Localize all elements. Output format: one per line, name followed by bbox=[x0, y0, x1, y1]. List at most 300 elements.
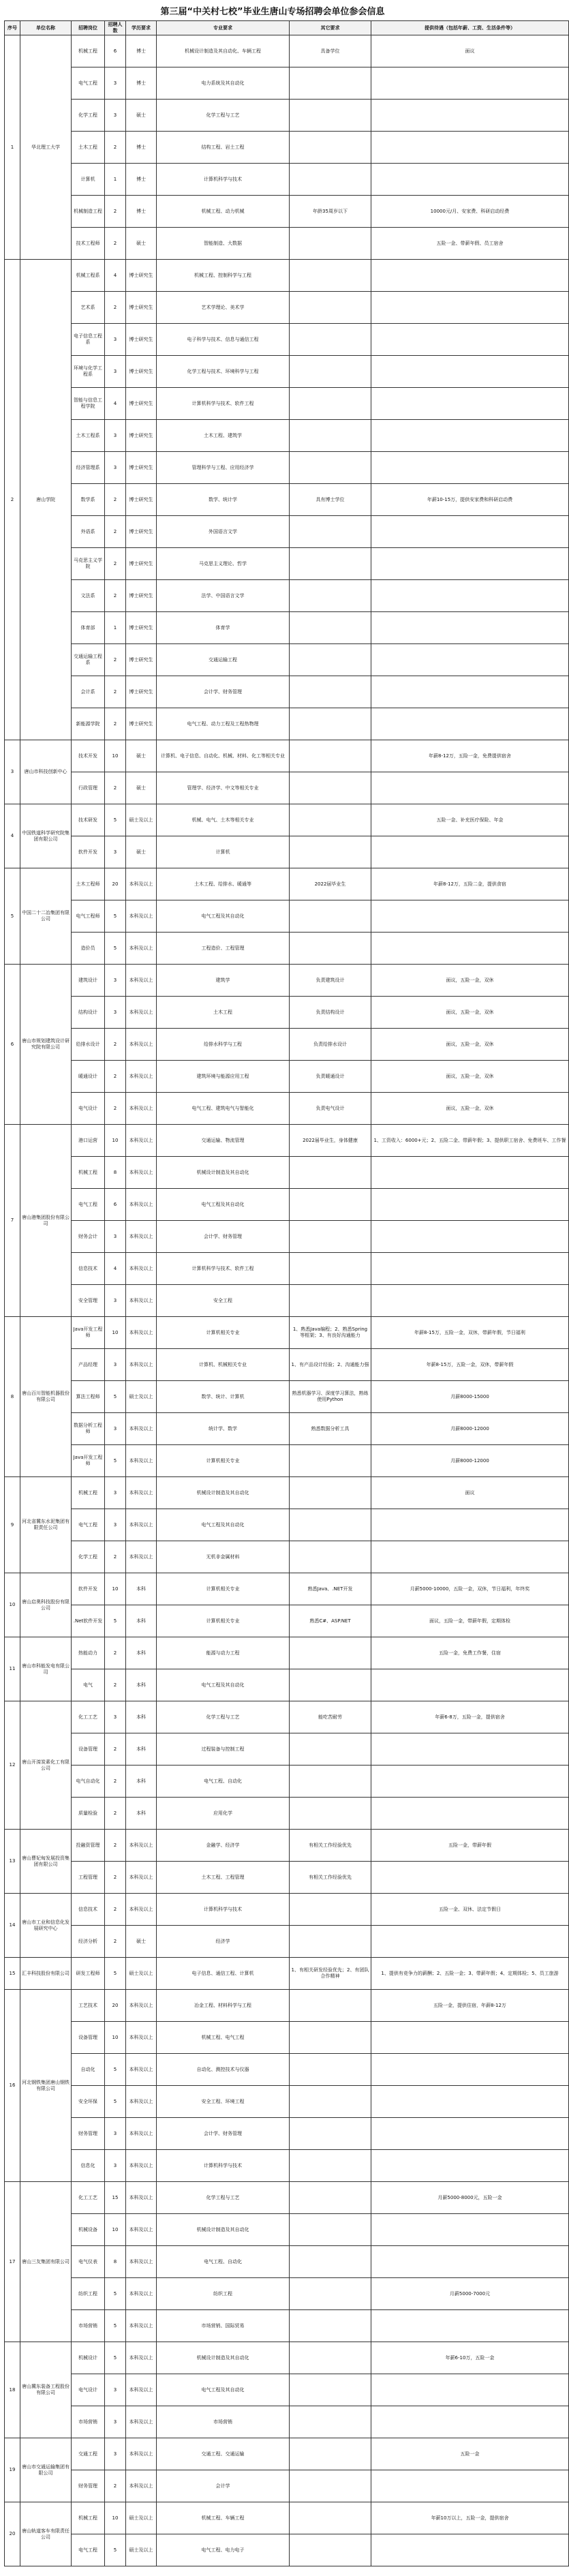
cell-edu: 本科及以上 bbox=[126, 1830, 157, 1862]
cell-major: 计算机相关专业 bbox=[157, 1317, 290, 1349]
cell-edu: 本科及以上 bbox=[126, 868, 157, 900]
table-row bbox=[5, 2278, 569, 2310]
cell-major: 机械设计制造及其自动化 bbox=[157, 1477, 290, 1509]
cell-benefit: 年薪10万以上，五险一金，提供宿舍 bbox=[371, 2502, 569, 2534]
cell-unit: 唐山轨道客车有限责任公司 bbox=[20, 2502, 72, 2566]
recruitment-table bbox=[4, 20, 569, 2566]
table-row bbox=[5, 900, 569, 933]
cell-job: 财务管理 bbox=[72, 2470, 105, 2502]
cell-major: 电气工程、自动化 bbox=[157, 1766, 290, 1798]
cell-other bbox=[290, 452, 371, 484]
cell-edu: 本科及以上 bbox=[126, 1221, 157, 1253]
cell-num: 3 bbox=[105, 1413, 126, 1445]
cell-edu: 本科及以上 bbox=[126, 1413, 157, 1445]
cell-edu: 博士研究生 bbox=[126, 292, 157, 324]
cell-benefit: 月薪8000-15000 bbox=[371, 1381, 569, 1413]
table-row bbox=[5, 836, 569, 868]
cell-benefit: 五险一金 bbox=[371, 2438, 569, 2470]
cell-no: 3 bbox=[5, 740, 20, 804]
cell-edu: 博士研究生 bbox=[126, 420, 157, 452]
cell-job: 土木工程 bbox=[72, 132, 105, 164]
cell-other bbox=[290, 1990, 371, 2022]
table-row bbox=[5, 1862, 569, 1894]
cell-edu: 本科及以上 bbox=[126, 2086, 157, 2118]
cell-benefit bbox=[371, 676, 569, 708]
cell-no: 10 bbox=[5, 1573, 20, 1637]
cell-unit: 唐山市工业和信息化发展研究中心 bbox=[20, 1894, 72, 1958]
table-row bbox=[5, 228, 569, 260]
cell-other bbox=[290, 708, 371, 740]
cell-benefit: 年薪6-8万，五险一金，提供宿舍 bbox=[371, 1701, 569, 1733]
cell-num: 3 bbox=[105, 356, 126, 388]
cell-num: 10 bbox=[105, 1317, 126, 1349]
cell-edu: 本科及以上 bbox=[126, 1125, 157, 1157]
cell-benefit bbox=[371, 2374, 569, 2406]
cell-other bbox=[290, 100, 371, 132]
cell-benefit: 年薪6-10万，五险一金 bbox=[371, 2342, 569, 2374]
table-row bbox=[5, 356, 569, 388]
cell-benefit: 五险一金，带薪年假 bbox=[371, 1830, 569, 1862]
cell-other bbox=[290, 1798, 371, 1830]
cell-benefit bbox=[371, 2534, 569, 2566]
cell-other bbox=[290, 900, 371, 933]
cell-benefit: 五险一金，提供住宿，年薪8-12万 bbox=[371, 1990, 569, 2022]
cell-unit: 华北理工大学 bbox=[20, 35, 72, 260]
cell-job: .Net软件开发 bbox=[72, 1605, 105, 1637]
cell-benefit bbox=[371, 132, 569, 164]
cell-unit: 汇丰科技股份有限公司 bbox=[20, 1958, 72, 1990]
cell-major: 市场营销、国际贸易 bbox=[157, 2310, 290, 2342]
cell-benefit bbox=[371, 260, 569, 292]
cell-unit: 唐山港集团股份有限公司 bbox=[20, 1125, 72, 1317]
cell-benefit bbox=[371, 292, 569, 324]
cell-num: 5 bbox=[105, 1381, 126, 1413]
table-row bbox=[5, 2246, 569, 2278]
cell-num: 5 bbox=[105, 1445, 126, 1477]
cell-benefit bbox=[371, 1766, 569, 1798]
cell-benefit: 五险一金，免费工作餐，住宿 bbox=[371, 1637, 569, 1669]
cell-job: 质量检验 bbox=[72, 1798, 105, 1830]
table-row bbox=[5, 2406, 569, 2438]
table-row bbox=[5, 2438, 569, 2470]
cell-major: 土木工程 bbox=[157, 997, 290, 1029]
cell-edu: 本科及以上 bbox=[126, 2214, 157, 2246]
cell-no: 6 bbox=[5, 965, 20, 1125]
cell-job: 外语系 bbox=[72, 516, 105, 548]
cell-benefit bbox=[371, 1733, 569, 1766]
cell-benefit bbox=[371, 324, 569, 356]
cell-major: 土木工程、给排水、暖通等 bbox=[157, 868, 290, 900]
cell-major: 马克思主义理论、哲学 bbox=[157, 548, 290, 580]
cell-unit: 唐山学院 bbox=[20, 260, 72, 740]
cell-num: 3 bbox=[105, 1285, 126, 1317]
cell-benefit bbox=[371, 836, 569, 868]
cell-edu: 本科 bbox=[126, 1573, 157, 1605]
cell-job: 结构设计 bbox=[72, 997, 105, 1029]
cell-job: 机械制造工程 bbox=[72, 196, 105, 228]
cell-benefit bbox=[371, 2214, 569, 2246]
cell-edu: 博士研究生 bbox=[126, 388, 157, 420]
cell-num: 5 bbox=[105, 2534, 126, 2566]
table-row bbox=[5, 1061, 569, 1093]
cell-other bbox=[290, 1253, 371, 1285]
cell-major: 过程装备与控制工程 bbox=[157, 1733, 290, 1766]
cell-job: 会计系 bbox=[72, 676, 105, 708]
cell-edu: 本科及以上 bbox=[126, 965, 157, 997]
table-row bbox=[5, 644, 569, 676]
cell-other: 负责结构设计 bbox=[290, 997, 371, 1029]
table-row bbox=[5, 2310, 569, 2342]
cell-edu: 本科 bbox=[126, 1605, 157, 1637]
cell-no: 4 bbox=[5, 804, 20, 868]
cell-num: 3 bbox=[105, 2406, 126, 2438]
cell-num: 15 bbox=[105, 2182, 126, 2214]
cell-unit: 河北省冀东水泥集团有限责任公司 bbox=[20, 1477, 72, 1573]
table-row bbox=[5, 548, 569, 580]
cell-other bbox=[290, 2022, 371, 2054]
table-row bbox=[5, 1285, 569, 1317]
cell-num: 3 bbox=[105, 836, 126, 868]
table-row bbox=[5, 1573, 569, 1605]
cell-edu: 硕士及以上 bbox=[126, 1381, 157, 1413]
page-title: 第三届“中关村七校”毕业生唐山专场招聘会单位参会信息 bbox=[160, 7, 385, 17]
cell-edu: 硕士 bbox=[126, 100, 157, 132]
cell-benefit: 1、工资收入：6000+元；2、五险二金、带薪年假；3、提供职工宿舍、免费班车、工作餐 bbox=[371, 1125, 569, 1157]
cell-other bbox=[290, 228, 371, 260]
cell-num: 3 bbox=[105, 67, 126, 100]
cell-job: 行政管理 bbox=[72, 772, 105, 804]
cell-job: 技术工程师 bbox=[72, 228, 105, 260]
table-row bbox=[5, 196, 569, 228]
table-row bbox=[5, 164, 569, 196]
cell-edu: 硕士 bbox=[126, 836, 157, 868]
cell-num: 2 bbox=[105, 1669, 126, 1701]
table-row bbox=[5, 292, 569, 324]
cell-other bbox=[290, 292, 371, 324]
cell-num: 3 bbox=[105, 452, 126, 484]
table-row bbox=[5, 452, 569, 484]
cell-no: 7 bbox=[5, 1125, 20, 1317]
cell-job: 机械设计 bbox=[72, 2342, 105, 2374]
cell-num: 2 bbox=[105, 196, 126, 228]
table-row bbox=[5, 772, 569, 804]
table-row bbox=[5, 324, 569, 356]
cell-job: 电气设计 bbox=[72, 1093, 105, 1125]
cell-edu: 本科及以上 bbox=[126, 2118, 157, 2150]
cell-edu: 本科及以上 bbox=[126, 2310, 157, 2342]
cell-no: 20 bbox=[5, 2502, 20, 2566]
cell-benefit bbox=[371, 933, 569, 965]
table-row bbox=[5, 2342, 569, 2374]
cell-other bbox=[290, 933, 371, 965]
cell-unit: 唐山市规划建筑设计研究院有限公司 bbox=[20, 965, 72, 1125]
cell-major: 电子信息、通信工程、计算机 bbox=[157, 1958, 290, 1990]
cell-other bbox=[290, 2214, 371, 2246]
cell-num: 3 bbox=[105, 324, 126, 356]
cell-other bbox=[290, 324, 371, 356]
cell-major: 土木工程、建筑学 bbox=[157, 420, 290, 452]
cell-edu: 本科及以上 bbox=[126, 1285, 157, 1317]
table-row bbox=[5, 1317, 569, 1349]
cell-num: 5 bbox=[105, 2310, 126, 2342]
cell-benefit: 五险一金、双休、法定节假日 bbox=[371, 1894, 569, 1926]
cell-num: 2 bbox=[105, 2470, 126, 2502]
cell-unit: 唐山启奥科技股份有限公司 bbox=[20, 1573, 72, 1637]
cell-no: 18 bbox=[5, 2342, 20, 2438]
cell-unit: 唐山市科技创新中心 bbox=[20, 740, 72, 804]
cell-other bbox=[290, 1509, 371, 1541]
cell-edu: 本科及以上 bbox=[126, 1029, 157, 1061]
table-row bbox=[5, 612, 569, 644]
cell-other bbox=[290, 2342, 371, 2374]
cell-benefit bbox=[371, 388, 569, 420]
cell-num: 2 bbox=[105, 1093, 126, 1125]
cell-benefit: 面议 bbox=[371, 35, 569, 67]
cell-major: 电气工程、自动化 bbox=[157, 2246, 290, 2278]
cell-other bbox=[290, 2374, 371, 2406]
cell-major: 计算机科学与技术 bbox=[157, 1894, 290, 1926]
cell-major: 电气工程及其自动化 bbox=[157, 1509, 290, 1541]
cell-num: 5 bbox=[105, 2278, 126, 2310]
cell-benefit bbox=[371, 708, 569, 740]
cell-num: 3 bbox=[105, 1509, 126, 1541]
table-row bbox=[5, 260, 569, 292]
cell-edu: 本科及以上 bbox=[126, 2054, 157, 2086]
cell-unit: 唐山开滦炭素化工有限公司 bbox=[20, 1701, 72, 1830]
cell-num: 20 bbox=[105, 868, 126, 900]
cell-major: 智能制造、大数据 bbox=[157, 228, 290, 260]
cell-num: 20 bbox=[105, 1990, 126, 2022]
table-row bbox=[5, 2054, 569, 2086]
cell-other: 2022届毕业生，身体健康 bbox=[290, 1125, 371, 1157]
cell-num: 2 bbox=[105, 1894, 126, 1926]
cell-num: 3 bbox=[105, 2438, 126, 2470]
cell-other: 负责给排水设计 bbox=[290, 1029, 371, 1061]
cell-other bbox=[290, 644, 371, 676]
cell-benefit bbox=[371, 2470, 569, 2502]
cell-edu: 博士研究生 bbox=[126, 708, 157, 740]
cell-benefit bbox=[371, 1798, 569, 1830]
cell-major: 建筑学 bbox=[157, 965, 290, 997]
table-row bbox=[5, 2374, 569, 2406]
cell-num: 5 bbox=[105, 2342, 126, 2374]
cell-job: 信息技术 bbox=[72, 1894, 105, 1926]
cell-benefit: 年薪8-12万，五险二金，提供食宿 bbox=[371, 868, 569, 900]
cell-benefit bbox=[371, 1221, 569, 1253]
cell-edu: 本科及以上 bbox=[126, 2278, 157, 2310]
table-row bbox=[5, 1381, 569, 1413]
table-row bbox=[5, 1990, 569, 2022]
cell-job: 智能与信息工程学院 bbox=[72, 388, 105, 420]
cell-other bbox=[290, 2118, 371, 2150]
cell-num: 10 bbox=[105, 2502, 126, 2534]
cell-no: 11 bbox=[5, 1637, 20, 1701]
cell-other bbox=[290, 1669, 371, 1701]
cell-major: 计算机科学与技术 bbox=[157, 164, 290, 196]
cell-job: 电气自动化 bbox=[72, 1766, 105, 1798]
cell-edu: 本科及以上 bbox=[126, 2438, 157, 2470]
header-job: 招聘岗位 bbox=[72, 21, 105, 35]
cell-major: 法学、中国语言文学 bbox=[157, 580, 290, 612]
cell-edu: 博士研究生 bbox=[126, 548, 157, 580]
cell-major: 电气工程及其自动化 bbox=[157, 2374, 290, 2406]
cell-job: 软件开发 bbox=[72, 1573, 105, 1605]
cell-no: 14 bbox=[5, 1894, 20, 1958]
cell-job: 研发工程师 bbox=[72, 1958, 105, 1990]
cell-edu: 本科 bbox=[126, 1798, 157, 1830]
table-row bbox=[5, 2022, 569, 2054]
cell-edu: 博士研究生 bbox=[126, 644, 157, 676]
cell-other: 有相关工作经验优先 bbox=[290, 1830, 371, 1862]
cell-job: 电气工程师 bbox=[72, 900, 105, 933]
cell-other: 熟悉机器学习、深度学习算法，熟练使用Python bbox=[290, 1381, 371, 1413]
cell-num: 10 bbox=[105, 2022, 126, 2054]
cell-num: 8 bbox=[105, 1157, 126, 1189]
table-row bbox=[5, 1157, 569, 1189]
cell-num: 2 bbox=[105, 132, 126, 164]
cell-edu: 本科及以上 bbox=[126, 1253, 157, 1285]
cell-other bbox=[290, 132, 371, 164]
cell-edu: 本科 bbox=[126, 1701, 157, 1733]
cell-other bbox=[290, 356, 371, 388]
cell-other: 1、有相关研发经验优先；2、有团队合作精神 bbox=[290, 1958, 371, 1990]
cell-benefit bbox=[371, 644, 569, 676]
cell-job: 土木工程师 bbox=[72, 868, 105, 900]
cell-job: 建筑设计 bbox=[72, 965, 105, 997]
cell-major: 会计学、财务管理 bbox=[157, 2118, 290, 2150]
table-row bbox=[5, 420, 569, 452]
cell-job: 电气设计 bbox=[72, 2374, 105, 2406]
cell-major: 能源与动力工程 bbox=[157, 1637, 290, 1669]
cell-edu: 硕士 bbox=[126, 1926, 157, 1958]
table-row bbox=[5, 868, 569, 900]
cell-benefit: 月薪8000-12000 bbox=[371, 1413, 569, 1445]
cell-benefit: 年薪8-15万，五险一金，双休，带薪年假 bbox=[371, 1349, 569, 1381]
cell-job: 经济管理系 bbox=[72, 452, 105, 484]
cell-edu: 本科及以上 bbox=[126, 2150, 157, 2182]
cell-edu: 本科及以上 bbox=[126, 1509, 157, 1541]
cell-major: 化学工程与技术、环境科学与工程 bbox=[157, 356, 290, 388]
cell-benefit: 10000元/月、安家费、科研启动经费 bbox=[371, 196, 569, 228]
cell-major: 数学、统计、计算机 bbox=[157, 1381, 290, 1413]
table-row bbox=[5, 1477, 569, 1509]
table-row bbox=[5, 1958, 569, 1990]
cell-benefit bbox=[371, 2054, 569, 2086]
cell-other bbox=[290, 260, 371, 292]
cell-benefit bbox=[371, 1541, 569, 1573]
table-row bbox=[5, 132, 569, 164]
cell-num: 3 bbox=[105, 2150, 126, 2182]
table-row bbox=[5, 1509, 569, 1541]
cell-num: 10 bbox=[105, 740, 126, 772]
cell-other bbox=[290, 164, 371, 196]
cell-no: 16 bbox=[5, 1990, 20, 2182]
cell-num: 10 bbox=[105, 1125, 126, 1157]
cell-num: 5 bbox=[105, 804, 126, 836]
cell-major: 交通工程、交通运输 bbox=[157, 2438, 290, 2470]
cell-major: 统计学、数学 bbox=[157, 1413, 290, 1445]
cell-other bbox=[290, 1157, 371, 1189]
cell-num: 2 bbox=[105, 1541, 126, 1573]
cell-unit: 中国二十二冶集团有限公司 bbox=[20, 868, 72, 965]
cell-job: 马克思主义学院 bbox=[72, 548, 105, 580]
cell-job: 技术开发 bbox=[72, 740, 105, 772]
cell-num: 2 bbox=[105, 1926, 126, 1958]
cell-other bbox=[290, 1221, 371, 1253]
cell-other bbox=[290, 1733, 371, 1766]
cell-benefit bbox=[371, 2246, 569, 2278]
table-row bbox=[5, 484, 569, 516]
table-row bbox=[5, 740, 569, 772]
cell-edu: 本科及以上 bbox=[126, 2022, 157, 2054]
cell-major: 金融学、经济学 bbox=[157, 1830, 290, 1862]
cell-num: 2 bbox=[105, 228, 126, 260]
cell-job: 土木工程系 bbox=[72, 420, 105, 452]
table-row bbox=[5, 1766, 569, 1798]
cell-other: 具备学位 bbox=[290, 35, 371, 67]
table-row bbox=[5, 933, 569, 965]
cell-edu: 博士研究生 bbox=[126, 324, 157, 356]
cell-benefit: 五险一金、补充医疗保险、年金 bbox=[371, 804, 569, 836]
table-row bbox=[5, 2470, 569, 2502]
table-header-row bbox=[5, 21, 569, 35]
cell-major: 计算机科学与技术 bbox=[157, 2150, 290, 2182]
table-row bbox=[5, 2502, 569, 2534]
table-row bbox=[5, 1701, 569, 1733]
cell-num: 3 bbox=[105, 420, 126, 452]
cell-benefit: 面议，五险一金，双休 bbox=[371, 1061, 569, 1093]
cell-edu: 本科 bbox=[126, 1766, 157, 1798]
cell-edu: 本科及以上 bbox=[126, 1157, 157, 1189]
cell-major: 计算机科学与技术、软件工程 bbox=[157, 388, 290, 420]
cell-edu: 博士 bbox=[126, 35, 157, 67]
cell-major: 电气工程及其自动化 bbox=[157, 1669, 290, 1701]
cell-num: 6 bbox=[105, 35, 126, 67]
cell-job: 软件开发 bbox=[72, 836, 105, 868]
cell-other bbox=[290, 836, 371, 868]
cell-edu: 本科及以上 bbox=[126, 2374, 157, 2406]
cell-job: 电气 bbox=[72, 1669, 105, 1701]
table-row bbox=[5, 676, 569, 708]
cell-benefit bbox=[371, 1189, 569, 1221]
table-row bbox=[5, 1189, 569, 1221]
cell-other: 负责建筑设计 bbox=[290, 965, 371, 997]
table-row bbox=[5, 580, 569, 612]
cell-other bbox=[290, 1189, 371, 1221]
cell-num: 3 bbox=[105, 2374, 126, 2406]
cell-edu: 本科及以上 bbox=[126, 1894, 157, 1926]
cell-num: 2 bbox=[105, 1733, 126, 1766]
cell-benefit bbox=[371, 548, 569, 580]
cell-edu: 本科及以上 bbox=[126, 1862, 157, 1894]
cell-edu: 本科及以上 bbox=[126, 1317, 157, 1349]
table-row bbox=[5, 1221, 569, 1253]
cell-job: 体育部 bbox=[72, 612, 105, 644]
table-row bbox=[5, 67, 569, 100]
cell-num: 4 bbox=[105, 260, 126, 292]
cell-other bbox=[290, 2182, 371, 2214]
table-row bbox=[5, 1125, 569, 1157]
cell-no: 17 bbox=[5, 2182, 20, 2342]
cell-edu: 本科及以上 bbox=[126, 1349, 157, 1381]
table-row bbox=[5, 2086, 569, 2118]
table-row bbox=[5, 997, 569, 1029]
cell-job: 设备管理 bbox=[72, 2022, 105, 2054]
cell-benefit bbox=[371, 612, 569, 644]
cell-num: 3 bbox=[105, 1221, 126, 1253]
cell-num: 5 bbox=[105, 1958, 126, 1990]
cell-benefit: 面议，五险一金，双休 bbox=[371, 1029, 569, 1061]
